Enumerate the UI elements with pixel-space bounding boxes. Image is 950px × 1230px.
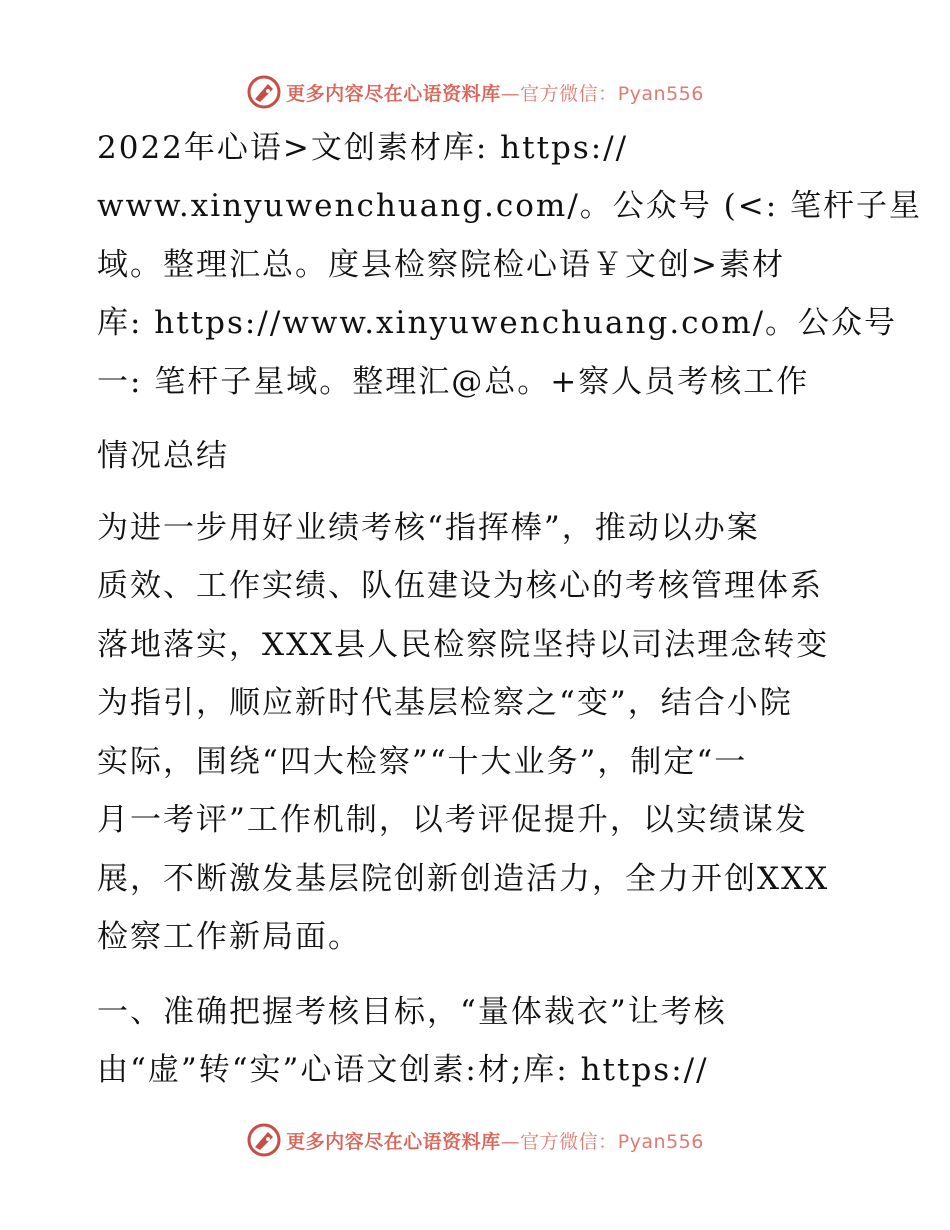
body-line: 为进一步用好业绩考核“指挥棒”，推动以办案 bbox=[97, 510, 760, 546]
pen-tip-logo-icon bbox=[246, 74, 282, 110]
body-line: 落地落实，XXX县人民检察院坚持以司法理念转变 bbox=[97, 627, 830, 663]
body-line: 由“虚”转“实”心语文创素:材;库: https:// bbox=[97, 1052, 709, 1088]
body-line: 质效、工作实绩、队伍建设为核心的考核管理体系 bbox=[97, 568, 823, 604]
body-line: 2022年心语>文创素材库: https:// bbox=[97, 130, 629, 166]
body-line: 实际，围绕“四大检察”“十大业务”，制定“一 bbox=[97, 744, 748, 780]
body-line: 月一考评”工作机制，以考评促提升，以实绩谋发 bbox=[97, 802, 808, 838]
header-watermark-banner bbox=[0, 72, 950, 112]
body-line: 库: https://www.xinyuwenchuang.com/。公众号 bbox=[97, 305, 898, 341]
banner-main-text: 更多内容尽在心语资料库 bbox=[286, 1130, 501, 1153]
body-line: 域。整理汇总。度县检察院检心语￥文创>素材 bbox=[97, 247, 785, 283]
banner-label: 官方微信： bbox=[520, 1130, 618, 1153]
banner-wechat-id: Pyan556 bbox=[617, 1130, 704, 1153]
banner-main-text: 更多内容尽在心语资料库 bbox=[286, 82, 501, 105]
pen-tip-logo-icon bbox=[246, 1122, 282, 1158]
banner-dash: — bbox=[500, 1130, 521, 1153]
body-line: 为指引，顺应新时代基层检察之“变”，结合小院 bbox=[97, 685, 793, 721]
banner-label: 官方微信： bbox=[520, 82, 618, 105]
body-line: 一: 笔杆子星域。整理汇@总。+察人员考核工作 bbox=[97, 364, 810, 400]
banner-dash: — bbox=[500, 82, 521, 105]
body-line: 展，不断激发基层院创新创造活力，全力开创XXX bbox=[97, 861, 830, 897]
body-line: 检察工作新局面。 bbox=[97, 919, 361, 955]
section-heading: 情况总结 bbox=[97, 438, 229, 474]
body-line: www.xinyuwenchuang.com/。公众号 (<: 笔杆子星 bbox=[97, 188, 922, 224]
section-heading: 一、准确把握考核目标，“量体裁衣”让考核 bbox=[97, 994, 727, 1030]
footer-watermark-banner bbox=[0, 1120, 950, 1160]
banner-wechat-id: Pyan556 bbox=[617, 82, 704, 105]
